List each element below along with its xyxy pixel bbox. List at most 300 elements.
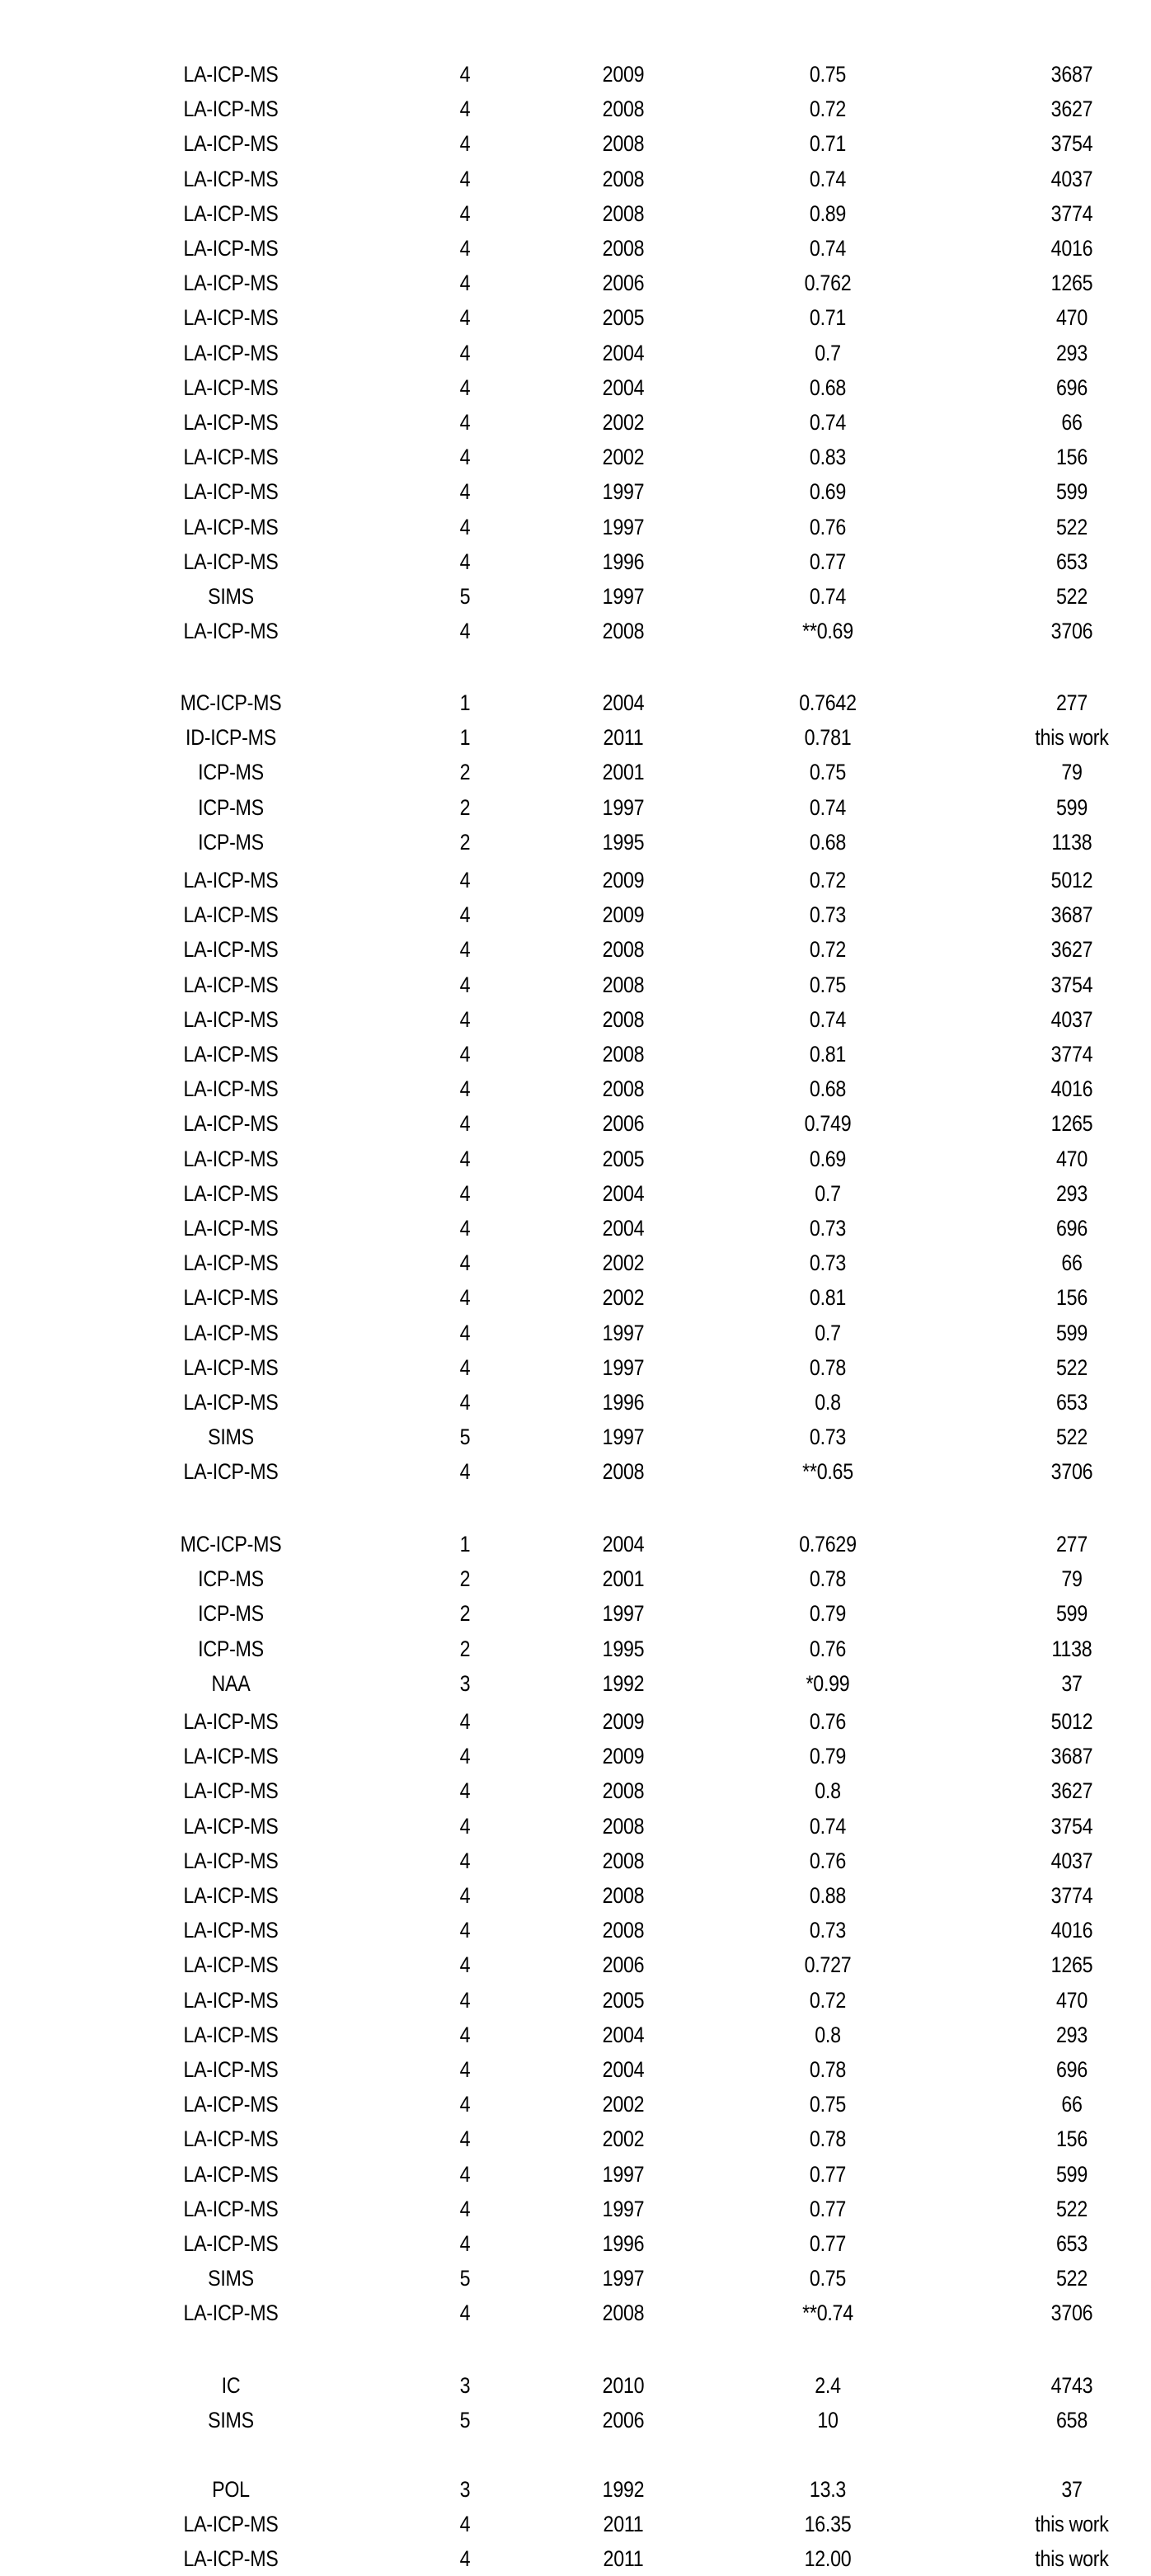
year-cell: 2008 [602,1883,645,1908]
value-cell: 0.73 [809,1425,847,1450]
method-cell: LA-ICP-MS [183,868,279,892]
value-cell: 0.83 [809,445,847,470]
reference-cell: 3687 [1050,1744,1093,1769]
year-cell: 2008 [602,2301,645,2326]
table-row [0,1632,1151,1666]
reference-cell: 1138 [1051,1636,1092,1661]
reference-cell: 4016 [1050,1076,1093,1102]
year-cell: 2005 [602,305,645,331]
type-cell: 2 [459,760,471,785]
method-cell: LA-ICP-MS [183,2512,279,2537]
method-cell: LA-ICP-MS [183,410,279,435]
year-cell: 2011 [603,725,644,751]
value-cell: 0.78 [809,2057,847,2082]
year-cell: 2008 [602,1042,645,1067]
method-cell: POL [212,2477,250,2502]
reference-cell: 653 [1056,2231,1088,2256]
value-cell: 0.8 [815,1778,841,1804]
value-cell: 0.77 [809,2161,847,2187]
reference-cell: 3687 [1050,62,1093,87]
type-cell: 4 [459,271,471,296]
year-cell: 2006 [602,1952,645,1978]
value-cell: 0.77 [809,2196,847,2221]
reference-cell: 156 [1056,445,1088,470]
value-cell: 0.69 [809,479,847,505]
reference-cell: 470 [1056,1987,1088,2013]
year-cell: 1997 [602,2161,645,2187]
value-cell: 0.69 [809,1146,847,1171]
value-cell: 0.7 [815,1320,841,1345]
year-cell: 2008 [602,972,645,997]
year-cell: 2005 [602,1146,645,1171]
table-row [0,1246,1151,1280]
reference-cell: 1265 [1050,1111,1093,1137]
type-cell: 2 [459,829,471,855]
table-row [0,1773,1151,1808]
type-cell: 2 [459,1601,471,1627]
table-row [0,162,1151,196]
year-cell: 2008 [602,1778,645,1804]
table-row [0,2472,1151,2507]
value-cell: 0.7629 [799,1532,857,1556]
table-row [0,1037,1151,1071]
reference-cell: 599 [1056,1601,1088,1627]
value-cell: 16.35 [804,2512,852,2537]
year-cell: 2009 [602,902,645,928]
method-cell: MC-ICP-MS [180,1532,282,1556]
method-cell: LA-ICP-MS [183,937,279,963]
type-cell: 3 [459,1670,471,1696]
method-cell: LA-ICP-MS [183,1813,279,1839]
method-cell: LA-ICP-MS [183,2057,279,2082]
type-cell: 4 [459,200,471,226]
year-cell: 1995 [602,1636,645,1661]
year-cell: 1992 [602,1670,645,1696]
method-cell: ID-ICP-MS [186,725,276,751]
value-cell: 0.75 [809,760,847,785]
year-cell: 2004 [602,1532,645,1556]
value-cell: 0.77 [809,2231,847,2256]
value-cell: 0.89 [809,200,847,226]
method-cell: LA-ICP-MS [183,236,279,261]
table-row [0,510,1151,544]
type-cell: 4 [459,1883,471,1908]
type-cell: 4 [459,1042,471,1067]
value-cell: 0.88 [809,1883,847,1908]
value-cell: 0.81 [809,1042,847,1067]
reference-cell: this work [1035,2546,1109,2572]
value-cell: 0.72 [809,868,847,892]
type-cell: 4 [459,1216,471,1241]
value-cell: 0.81 [809,1285,847,1311]
table-row [0,685,1151,720]
value-cell: 0.74 [809,410,847,435]
reference-cell: 1265 [1050,1952,1093,1978]
year-cell: 2002 [602,1250,645,1276]
type-cell: 1 [459,690,471,715]
value-cell: 0.77 [809,549,847,574]
type-cell: 4 [459,1320,471,1345]
table-row [0,1176,1151,1211]
year-cell: 2005 [602,1987,645,2013]
value-cell: 0.8 [815,1390,841,1415]
type-cell: 4 [459,305,471,331]
type-cell: 4 [459,479,471,505]
value-cell: 0.78 [809,2126,847,2152]
year-cell: 2004 [602,374,645,400]
value-cell: 0.74 [809,1813,847,1839]
type-cell: 4 [459,2301,471,2326]
value-cell: 0.74 [809,166,847,191]
year-cell: 1997 [602,2196,645,2221]
type-cell: 4 [459,1709,471,1734]
type-cell: 4 [459,340,471,365]
type-cell: 4 [459,1111,471,1137]
year-cell: 2009 [602,1744,645,1769]
value-cell: 0.76 [809,1709,847,1734]
type-cell: 4 [459,2126,471,2152]
table-row [0,2507,1151,2541]
year-cell: 2008 [602,1848,645,1873]
method-cell: SIMS [208,584,254,609]
table-row [0,2018,1151,2052]
type-cell: 4 [459,1076,471,1102]
method-cell: LA-ICP-MS [183,514,279,539]
year-cell: 2004 [602,1180,645,1206]
method-cell: LA-ICP-MS [183,62,279,87]
method-cell: ICP-MS [198,1566,264,1592]
method-cell: LA-ICP-MS [183,2022,279,2047]
year-cell: 2008 [602,1813,645,1839]
table-row [0,1142,1151,1176]
table-row [0,1809,1151,1844]
table-row [0,1878,1151,1913]
method-cell: LA-ICP-MS [183,166,279,191]
reference-cell: 37 [1061,2477,1083,2502]
value-cell: 0.7642 [799,690,857,715]
type-cell: 4 [459,1459,471,1485]
year-cell: 2008 [602,619,645,644]
year-cell: 1997 [602,1354,645,1380]
method-cell: LA-ICP-MS [183,2301,279,2326]
table-row [0,544,1151,579]
type-cell: 2 [459,1566,471,1592]
year-cell: 2006 [602,2408,645,2433]
method-cell: LA-ICP-MS [183,1320,279,1345]
table-row [0,1983,1151,2018]
reference-cell: 5012 [1050,1709,1093,1734]
reference-cell: 5012 [1050,868,1093,892]
method-cell: SIMS [208,1425,254,1450]
method-cell: LA-ICP-MS [183,340,279,365]
method-cell: LA-ICP-MS [183,1250,279,1276]
reference-cell: 599 [1056,2161,1088,2187]
method-cell: ICP-MS [198,1636,264,1661]
value-cell: **0.69 [802,619,853,644]
table-row [0,755,1151,789]
year-cell: 2008 [602,97,645,122]
table-row [0,825,1151,859]
table-row [0,266,1151,300]
method-cell: SIMS [208,2408,254,2433]
type-cell: 4 [459,2546,471,2572]
method-cell: LA-ICP-MS [183,1709,279,1734]
reference-cell: 522 [1056,2196,1088,2221]
method-cell: LA-ICP-MS [183,479,279,505]
table-row [0,1211,1151,1246]
table-row [0,1947,1151,1982]
reference-cell: 4743 [1050,2373,1093,2398]
value-cell: 0.78 [809,1354,847,1380]
method-cell: ICP-MS [198,1601,264,1627]
table-row [0,1666,1151,1701]
reference-cell: this work [1035,725,1109,751]
value-cell: 0.73 [809,1918,847,1943]
reference-cell: 3706 [1050,619,1093,644]
method-cell: LA-ICP-MS [183,305,279,331]
type-cell: 4 [459,410,471,435]
method-cell: LA-ICP-MS [183,2161,279,2187]
type-cell: 4 [459,236,471,261]
reference-cell: 599 [1056,1320,1088,1345]
method-cell: LA-ICP-MS [183,97,279,122]
value-cell: 0.762 [804,271,852,296]
year-cell: 1997 [602,1320,645,1345]
table-row [0,2087,1151,2122]
reference-cell: 3754 [1050,1813,1093,1839]
type-cell: 4 [459,1146,471,1171]
table-row [0,863,1151,897]
year-cell: 2001 [602,760,645,785]
value-cell: 0.76 [809,1848,847,1873]
year-cell: 1997 [602,479,645,505]
reference-cell: 277 [1056,690,1088,715]
year-cell: 1992 [602,2477,645,2502]
reference-cell: 4016 [1050,236,1093,261]
reference-cell: 522 [1056,584,1088,609]
value-cell: 0.75 [809,2092,847,2117]
reference-cell: 3627 [1050,1778,1093,1804]
method-cell: LA-ICP-MS [183,1848,279,1873]
table-row [0,405,1151,440]
year-cell: 2009 [602,1709,645,1734]
table-row [0,370,1151,405]
table-row [0,1316,1151,1350]
method-cell: LA-ICP-MS [183,2126,279,2152]
table-row [0,196,1151,231]
method-cell: SIMS [208,2266,254,2291]
table-row [0,2261,1151,2296]
method-cell: LA-ICP-MS [183,1459,279,1485]
value-cell: 0.79 [809,1601,847,1627]
table-row [0,126,1151,161]
year-cell: 1996 [602,549,645,574]
table-row [0,1071,1151,1106]
method-cell: ICP-MS [198,794,264,820]
table-row [0,2122,1151,2156]
table-row [0,2541,1151,2576]
reference-cell: 4037 [1050,1006,1093,1032]
table-row [0,2403,1151,2437]
type-cell: 4 [459,619,471,644]
table-row [0,2296,1151,2330]
type-cell: 5 [459,2266,471,2291]
reference-cell: 3774 [1050,1883,1093,1908]
method-cell: LA-ICP-MS [183,1076,279,1102]
value-cell: 0.71 [809,305,847,331]
type-cell: 4 [459,937,471,963]
year-cell: 2004 [602,2022,645,2047]
type-cell: 4 [459,1285,471,1311]
year-cell: 2008 [602,1918,645,1943]
table-row [0,2368,1151,2403]
table-row [0,1350,1151,1385]
type-cell: 2 [459,1636,471,1661]
type-cell: 4 [459,2512,471,2537]
value-cell: 0.7 [815,340,841,365]
type-cell: 4 [459,868,471,892]
value-cell: 0.72 [809,937,847,963]
reference-cell: 470 [1056,1146,1088,1171]
year-cell: 1997 [602,584,645,609]
year-cell: 2011 [603,2546,644,2572]
method-cell: ICP-MS [198,829,264,855]
reference-cell: 293 [1056,340,1088,365]
type-cell: 1 [459,1532,471,1556]
year-cell: 1997 [602,514,645,539]
value-cell: 0.68 [809,1076,847,1102]
reference-cell: 3687 [1050,902,1093,928]
year-cell: 2002 [602,2092,645,2117]
method-cell: LA-ICP-MS [183,619,279,644]
table-row [0,1454,1151,1489]
year-cell: 2008 [602,1076,645,1102]
value-cell: 0.75 [809,972,847,997]
type-cell: 4 [459,1744,471,1769]
value-cell: 0.74 [809,1006,847,1032]
year-cell: 2009 [602,868,645,892]
method-cell: IC [221,2373,241,2398]
type-cell: 4 [459,2161,471,2187]
method-cell: LA-ICP-MS [183,1006,279,1032]
reference-cell: 4016 [1050,1918,1093,1943]
reference-cell: 470 [1056,305,1088,331]
table-row [0,2157,1151,2192]
table-row [0,2052,1151,2087]
value-cell: 12.00 [804,2546,852,2572]
reference-cell: 66 [1061,410,1083,435]
method-cell: LA-ICP-MS [183,2092,279,2117]
value-cell: 0.76 [809,514,847,539]
value-cell: 0.76 [809,1636,847,1661]
reference-cell: 66 [1061,1250,1083,1276]
reference-cell: 653 [1056,549,1088,574]
year-cell: 2009 [602,62,645,87]
method-cell: LA-ICP-MS [183,1216,279,1241]
value-cell: 0.7 [815,1180,841,1206]
type-cell: 5 [459,2408,471,2433]
value-cell: 0.72 [809,1987,847,2013]
type-cell: 4 [459,1918,471,1943]
value-cell: 0.781 [804,725,852,751]
reference-cell: 3706 [1050,1459,1093,1485]
table-row [0,1596,1151,1631]
year-cell: 2004 [602,1216,645,1241]
value-cell: 0.74 [809,236,847,261]
table-row [0,1739,1151,1773]
value-cell: 0.72 [809,97,847,122]
value-cell: 0.749 [804,1111,852,1137]
type-cell: 3 [459,2477,471,2502]
reference-cell: 293 [1056,1180,1088,1206]
type-cell: 4 [459,1354,471,1380]
year-cell: 2008 [602,937,645,963]
reference-cell: 37 [1061,1670,1083,1696]
table-row [0,92,1151,126]
reference-cell: 658 [1056,2408,1088,2433]
table-row [0,1704,1151,1739]
year-cell: 2008 [602,200,645,226]
table-row [0,968,1151,1002]
value-cell: 10 [817,2408,839,2433]
type-cell: 4 [459,1952,471,1978]
type-cell: 4 [459,2022,471,2047]
type-cell: 2 [459,794,471,820]
table-row [0,1106,1151,1141]
method-cell: LA-ICP-MS [183,902,279,928]
year-cell: 2002 [602,410,645,435]
reference-cell: this work [1035,2512,1109,2537]
type-cell: 4 [459,549,471,574]
value-cell: 0.727 [804,1952,852,1978]
value-cell: 0.75 [809,62,847,87]
type-cell: 4 [459,1987,471,2013]
table-row [0,1002,1151,1037]
method-cell: LA-ICP-MS [183,374,279,400]
value-cell: 0.78 [809,1566,847,1592]
value-cell: 2.4 [815,2373,841,2398]
value-cell: **0.65 [802,1459,853,1485]
value-cell: 0.68 [809,374,847,400]
reference-cell: 522 [1056,1354,1088,1380]
type-cell: 4 [459,2057,471,2082]
type-cell: 4 [459,972,471,997]
year-cell: 2006 [602,271,645,296]
value-cell: 0.74 [809,794,847,820]
table-row [0,614,1151,648]
year-cell: 2001 [602,1566,645,1592]
year-cell: 2008 [602,1459,645,1485]
reference-cell: 696 [1056,1216,1088,1241]
method-cell: LA-ICP-MS [183,549,279,574]
type-cell: 4 [459,166,471,191]
value-cell: 0.71 [809,131,847,157]
method-cell: LA-ICP-MS [183,1146,279,1171]
reference-cell: 1138 [1051,829,1092,855]
value-cell: 0.79 [809,1744,847,1769]
year-cell: 2008 [602,131,645,157]
method-cell: LA-ICP-MS [183,445,279,470]
method-cell: LA-ICP-MS [183,1390,279,1415]
type-cell: 4 [459,2231,471,2256]
reference-cell: 522 [1056,514,1088,539]
value-cell: *0.99 [806,1670,850,1696]
value-cell: 0.73 [809,902,847,928]
table-row [0,336,1151,370]
method-cell: LA-ICP-MS [183,1180,279,1206]
type-cell: 4 [459,514,471,539]
reference-cell: 4037 [1050,166,1093,191]
